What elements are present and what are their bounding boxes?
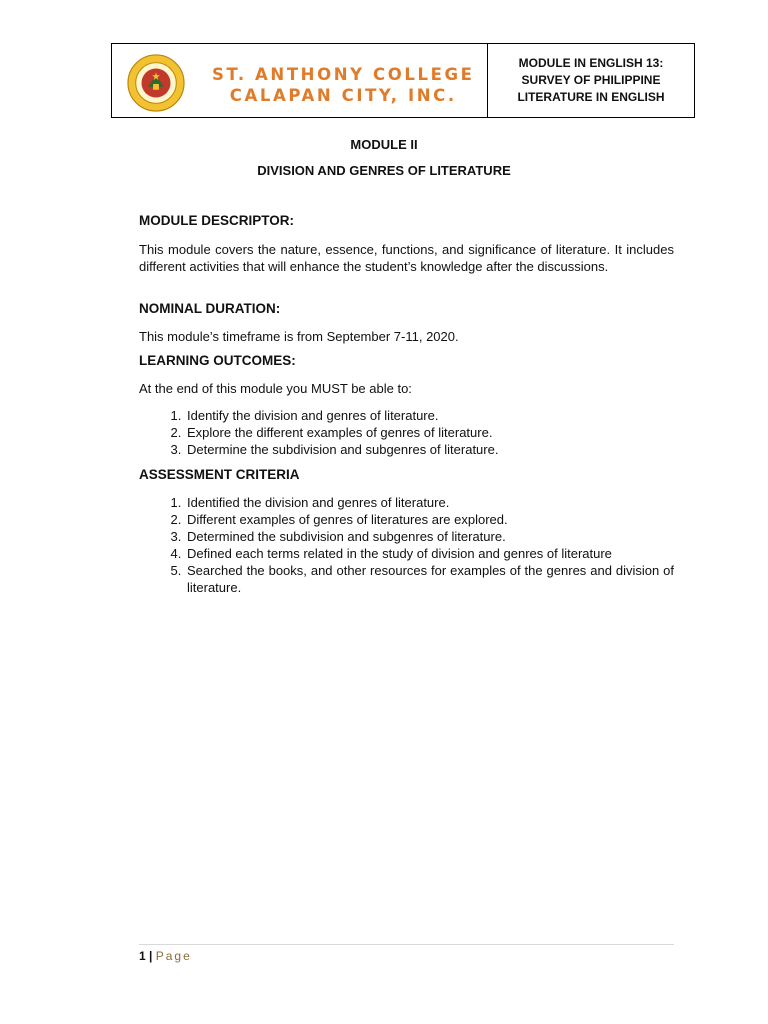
header-box <box>111 43 695 118</box>
list-item: 2. Different examples of genres of literatures are explored. <box>185 511 674 528</box>
assessment-criteria-heading <box>139 467 674 482</box>
section-heading: NOMINAL DURATION: <box>139 301 281 316</box>
list-item: 2. Explore the different examples of genres of literature. <box>185 424 674 441</box>
nominal-duration-heading <box>139 301 674 316</box>
learning-outcomes-intro: At the end of this module you MUST be able to: <box>139 381 412 396</box>
module-descriptor-text: This module covers the nature, essence, functions, and significance of literature. It includes different activities that will enhance the student’s knowledge after the discussions. <box>139 242 674 274</box>
module-course-line2: SURVEY OF PHILIPPINE <box>521 73 661 87</box>
learning-outcomes-list-block <box>139 407 674 458</box>
list-item: 3. Determined the subdivision and subgenres of literature. <box>185 528 674 545</box>
nominal-duration-text: This module’s timeframe is from September 7-11, 2020. <box>139 329 459 344</box>
section-heading: LEARNING OUTCOMES: <box>139 353 296 368</box>
nominal-duration-section <box>139 328 674 345</box>
module-course-title <box>488 44 694 117</box>
college-name-line1: ST. ANTHONY COLLEGE <box>212 65 475 84</box>
learning-outcomes-list <box>139 407 674 458</box>
module-title: MODULE II <box>350 137 418 152</box>
module-course-line1: MODULE IN ENGLISH 13: <box>518 56 664 70</box>
learning-outcomes-heading <box>139 353 674 368</box>
college-branding <box>112 44 488 117</box>
list-item: 3. Determine the subdivision and subgenres of literature. <box>185 441 674 458</box>
section-heading: MODULE DESCRIPTOR: <box>139 213 295 228</box>
list-item: 1. Identify the division and genres of literature. <box>185 407 674 424</box>
assessment-criteria-list <box>139 494 674 596</box>
college-seal-icon <box>127 54 185 112</box>
page-number: 1 <box>139 949 146 963</box>
learning-outcomes-intro-block <box>139 380 674 397</box>
module-course-line3: LITERATURE IN ENGLISH <box>517 90 665 104</box>
section-heading: ASSESSMENT CRITERIA <box>139 467 300 482</box>
college-name <box>212 64 474 106</box>
list-item: 5. Searched the books, and other resources for examples of the genres and division of literature. <box>185 562 674 596</box>
module-subtitle: DIVISION AND GENRES OF LITERATURE <box>257 163 511 178</box>
assessment-criteria-list-block <box>139 494 674 596</box>
page-footer <box>139 949 192 963</box>
module-descriptor-section <box>139 241 674 275</box>
page-separator: | <box>149 949 153 963</box>
page-label: Page <box>155 949 192 963</box>
college-name-line2: CALAPAN CITY, INC. <box>229 86 457 105</box>
footer-divider <box>139 944 674 945</box>
list-item: 1. Identified the division and genres of literature. <box>185 494 674 511</box>
module-descriptor-heading <box>139 213 674 228</box>
list-item: 4. Defined each terms related in the study of division and genres of literature <box>185 545 674 562</box>
